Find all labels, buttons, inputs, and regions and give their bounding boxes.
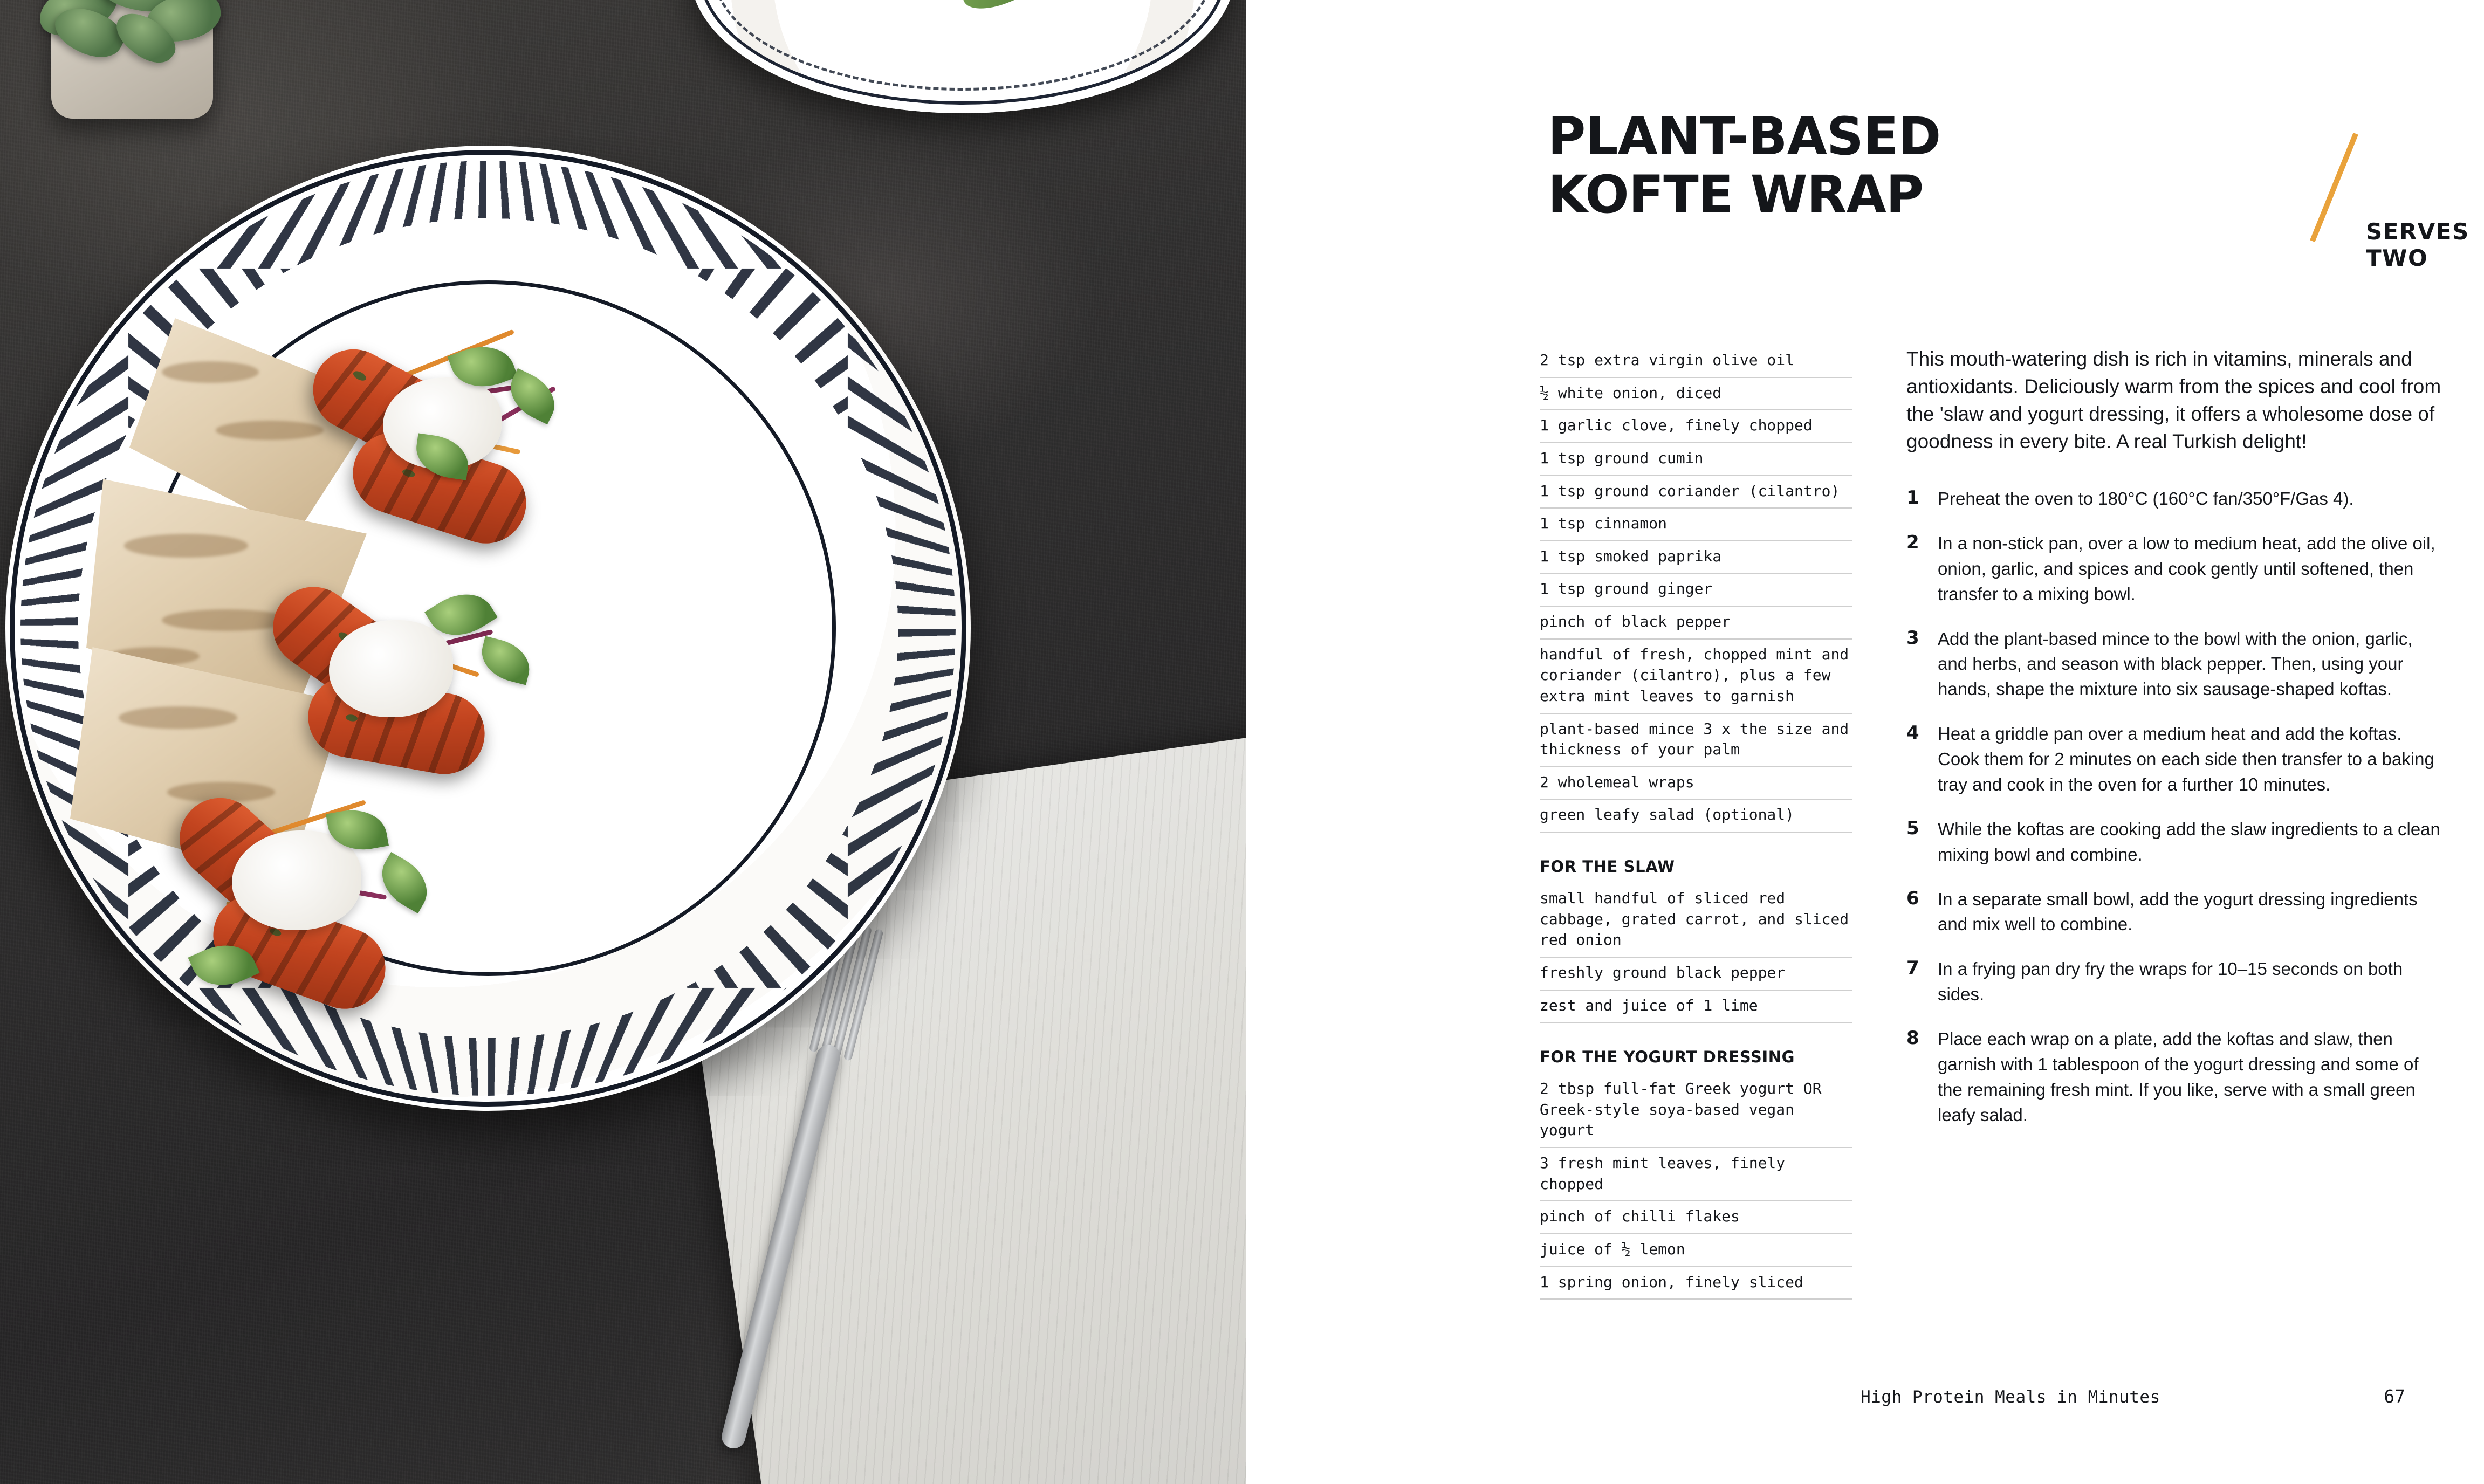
list-item: 1 tsp smoked paprika bbox=[1540, 541, 1852, 574]
step-number: 6 bbox=[1906, 887, 1919, 909]
list-item: 1 tsp cinnamon bbox=[1540, 509, 1852, 541]
list-item: freshly ground black pepper bbox=[1540, 958, 1852, 991]
dressing-heading: FOR THE YOGURT DRESSING bbox=[1540, 1048, 1795, 1067]
step-text: Preheat the oven to 180°C (160°C fan/350°F/Gas 4). bbox=[1938, 489, 2354, 509]
step-number: 3 bbox=[1906, 627, 1919, 649]
list-item: 1 tsp ground cumin bbox=[1540, 443, 1852, 476]
step-number: 4 bbox=[1906, 722, 1919, 744]
list-item: 1 tsp ground coriander (cilantro) bbox=[1540, 476, 1852, 509]
list-item: 2 tsp extra virgin olive oil bbox=[1540, 345, 1852, 378]
step-text: Add the plant-based mince to the bowl with the onion, garlic, and herbs, and season with black pepper. Then, using your hands, shape the mixture into six sausage-shaped koftas. bbox=[1938, 628, 2413, 699]
page-title bbox=[1548, 108, 2330, 224]
list-item: pinch of black pepper bbox=[1540, 607, 1852, 640]
page-number: 67 bbox=[2384, 1386, 2405, 1407]
serves-label: SERVES TWO bbox=[2366, 218, 2469, 271]
main-plate bbox=[5, 146, 971, 1111]
book-title: High Protein Meals in Minutes bbox=[1861, 1387, 2160, 1407]
step-text: Place each wrap on a plate, add the koftas and slaw, then garnish with 1 tablespoon of the yogurt dressing and some of the remaining fresh mint. If you like, serve with a small green leafy salad. bbox=[1938, 1028, 2419, 1125]
title-block bbox=[1548, 106, 2469, 271]
recipe-intro: This mouth-watering dish is rich in vitamins, minerals and antioxidants. Deliciously warm from the spices and cool from the 'slaw and yogurt dressing, it offers a wholesome dose of goodness in every bite. A real Turkish delight! bbox=[1906, 348, 2441, 453]
list-item: juice of ½ lemon bbox=[1540, 1234, 1852, 1267]
method-column bbox=[1906, 345, 2446, 1147]
step-number: 5 bbox=[1906, 817, 1919, 839]
method-step bbox=[1906, 627, 2446, 703]
step-text: In a frying pan dry fry the wraps for 10–15 seconds on both sides. bbox=[1938, 959, 2403, 1005]
step-text: While the koftas are cooking add the slaw ingredients to a clean mixing bowl and combine. bbox=[1938, 819, 2440, 864]
list-item: plant-based mince 3 x the size and thickness of your palm bbox=[1540, 714, 1852, 767]
page-footer bbox=[1861, 1386, 2405, 1407]
step-number: 1 bbox=[1906, 487, 1919, 509]
list-item: small handful of sliced red cabbage, grated carrot, and sliced red onion bbox=[1540, 883, 1852, 958]
yogurt-dollop bbox=[329, 620, 453, 717]
title-line-2: KOFTE WRAP bbox=[1548, 164, 1924, 225]
list-item: 1 spring onion, finely sliced bbox=[1540, 1267, 1852, 1300]
list-item: pinch of chilli flakes bbox=[1540, 1201, 1852, 1234]
list-item: 2 tbsp full-fat Greek yogurt OR Greek-style soya-based vegan yogurt bbox=[1540, 1074, 1852, 1148]
method-step bbox=[1906, 722, 2446, 798]
salad-greens bbox=[777, 0, 1154, 32]
method-step bbox=[1906, 887, 2446, 938]
method-steps bbox=[1906, 486, 2446, 1128]
list-item: 1 garlic clove, finely chopped bbox=[1540, 410, 1852, 443]
ingredients-main-list bbox=[1540, 345, 1852, 833]
list-item: 3 fresh mint leaves, finely chopped bbox=[1540, 1148, 1852, 1201]
method-step bbox=[1906, 531, 2446, 607]
step-text: In a separate small bowl, add the yogurt dressing ingredients and mix well to combine. bbox=[1938, 889, 2418, 935]
method-step bbox=[1906, 486, 2446, 512]
step-text: Heat a griddle pan over a medium heat and add the koftas. Cook them for 2 minutes on each side then transfer to a baking tray and cook in the oven for a further 10 minutes. bbox=[1938, 724, 2434, 794]
method-step bbox=[1906, 957, 2446, 1007]
serves-badge bbox=[2300, 113, 2484, 271]
slaw-heading: FOR THE SLAW bbox=[1540, 857, 1675, 876]
plant-leaves bbox=[32, 0, 248, 54]
list-item: green leafy salad (optional) bbox=[1540, 800, 1852, 833]
accent-slash-icon bbox=[2310, 133, 2358, 242]
title-line-1: PLANT-BASED bbox=[1548, 106, 1941, 167]
method-step bbox=[1906, 817, 2446, 868]
step-number: 7 bbox=[1906, 957, 1919, 979]
list-item: handful of fresh, chopped mint and coriander (cilantro), plus a few extra mint leaves to garnish bbox=[1540, 640, 1852, 714]
ingredients-dressing-list bbox=[1540, 1074, 1852, 1300]
ingredients-slaw-list bbox=[1540, 883, 1852, 1023]
list-item: 1 tsp ground ginger bbox=[1540, 574, 1852, 607]
ingredients-column bbox=[1540, 345, 1852, 1300]
method-step bbox=[1906, 1027, 2446, 1128]
recipe-page bbox=[1246, 0, 2484, 1484]
step-number: 8 bbox=[1906, 1027, 1919, 1049]
step-number: 2 bbox=[1906, 532, 1919, 554]
list-item: zest and juice of 1 lime bbox=[1540, 991, 1852, 1023]
list-item: 2 wholemeal wraps bbox=[1540, 767, 1852, 800]
list-item: ½ white onion, diced bbox=[1540, 378, 1852, 411]
yogurt-dollop bbox=[232, 830, 361, 930]
step-text: In a non-stick pan, over a low to medium heat, add the olive oil, onion, garlic, and spices and cook gently until softened, then transfer to a mixing bowl. bbox=[1938, 533, 2435, 604]
